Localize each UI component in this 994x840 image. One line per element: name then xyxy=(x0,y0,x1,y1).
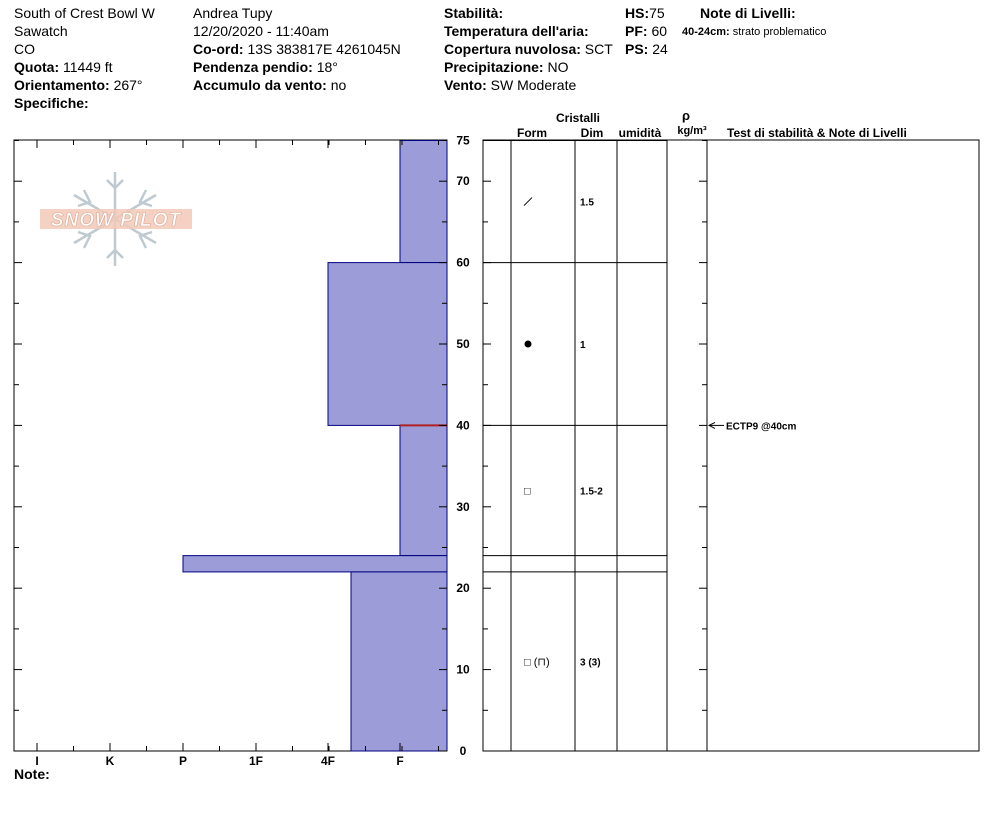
crystals-header: Cristalli xyxy=(555,111,601,125)
hardness-label-I: I xyxy=(35,754,39,768)
wind-loading-label: Accumulo da vento: xyxy=(193,77,327,93)
layer-note-text: strato problematico xyxy=(732,26,827,38)
depth-label-75: 75 xyxy=(456,133,470,148)
specifics-label: Specifiche: xyxy=(14,95,89,111)
depth-label-60: 60 xyxy=(456,255,470,270)
depth-label-70: 70 xyxy=(456,174,470,189)
faceted-crystals-icon: □ xyxy=(524,485,531,498)
tests-header: Test di stabilità & Note di Livelli xyxy=(727,126,907,140)
datetime: 12/20/2020 - 11:40am xyxy=(193,23,329,39)
coord-label: Co-ord: xyxy=(193,41,244,57)
hardness-label-F: F xyxy=(396,754,404,768)
density-unit: kg/m³ xyxy=(677,125,707,137)
ps-label: PS: xyxy=(625,41,649,57)
logo-text: SNOW PILOT xyxy=(50,210,182,231)
coord-value: 13S 383817E 4261045N xyxy=(247,41,401,57)
stability-test-label: ECTP9 @40cm xyxy=(726,421,797,433)
hardness-layer-4 xyxy=(351,572,447,751)
crystal-size-2: 1.5-2 xyxy=(580,486,603,498)
hardness-label-P: P xyxy=(178,754,188,768)
faceted-crystals-icon: □ (⊓) xyxy=(524,656,550,669)
air-temp-label: Temperatura dell'aria: xyxy=(444,23,589,39)
depth-label-40: 40 xyxy=(456,418,470,433)
aspect-label: Orientamento: xyxy=(14,77,110,93)
stability-label: Stabilità: xyxy=(444,5,504,21)
hardness-layer-0 xyxy=(400,141,447,263)
hardness-layer-3 xyxy=(183,556,447,572)
depth-label-20: 20 xyxy=(456,581,470,596)
elevation-value: 11449 ft xyxy=(63,59,113,75)
notes-label: Note: xyxy=(14,766,50,782)
size-header: Dim xyxy=(580,126,604,140)
slope-label: Pendenza pendio: xyxy=(193,59,313,75)
pf-value: 60 xyxy=(651,23,668,39)
snowpilot-logo xyxy=(40,172,192,266)
mountain-range: Sawatch xyxy=(14,23,68,39)
crystal-row-1 xyxy=(525,340,587,351)
hardness-layer-1 xyxy=(328,263,447,426)
hs-value: 75 xyxy=(649,5,665,21)
form-header: Form xyxy=(517,126,547,140)
state: CO xyxy=(14,41,35,57)
crystal-size-1: 1 xyxy=(580,340,586,351)
crystal-row-2 xyxy=(524,486,603,498)
wind-value: SW Moderate xyxy=(490,77,577,93)
crystal-row-3 xyxy=(524,656,601,668)
profile-table xyxy=(483,140,979,751)
depth-label-0: 0 xyxy=(459,744,467,758)
slope-value: 18° xyxy=(316,59,338,75)
location-name: South of Crest Bowl W xyxy=(14,5,155,21)
precip-label: Precipitazione: xyxy=(444,59,544,75)
precip-value: NO xyxy=(547,59,569,75)
precipitation-particles-icon xyxy=(524,198,532,206)
hardness-layer-2 xyxy=(400,425,447,555)
cloud-label: Copertura nuvolosa: xyxy=(444,41,581,57)
crystal-size-3: 3 (3) xyxy=(580,657,601,669)
cloud-value: SCT xyxy=(584,41,613,57)
moisture-header: umidità xyxy=(618,126,662,140)
hs-label: HS: xyxy=(625,5,650,21)
depth-label-50: 50 xyxy=(456,337,470,351)
depth-label-10: 10 xyxy=(456,662,470,677)
elevation-label: Quota: xyxy=(14,59,60,75)
layer-notes-label: Note di Livelli: xyxy=(700,5,796,21)
crystal-size-0: 1.5 xyxy=(580,197,594,209)
pf-label: PF: xyxy=(625,23,648,39)
ps-value: 24 xyxy=(652,41,668,57)
stability-test-0 xyxy=(709,421,796,432)
hardness-label-K: K xyxy=(105,754,115,768)
wind-loading-value: no xyxy=(330,77,347,93)
hardness-label-4F: 4F xyxy=(320,754,336,768)
aspect-value: 267° xyxy=(113,77,143,93)
hardness-label-1F: 1F xyxy=(248,754,264,768)
depth-label-30: 30 xyxy=(456,499,470,514)
rounded-grains-icon xyxy=(525,341,532,348)
wind-label: Vento: xyxy=(444,77,487,93)
observer: Andrea Tupy xyxy=(193,5,273,21)
crystal-row-0 xyxy=(524,198,594,209)
density-symbol: ρ xyxy=(681,108,691,123)
layer-note-range: 40-24cm: xyxy=(682,26,730,38)
